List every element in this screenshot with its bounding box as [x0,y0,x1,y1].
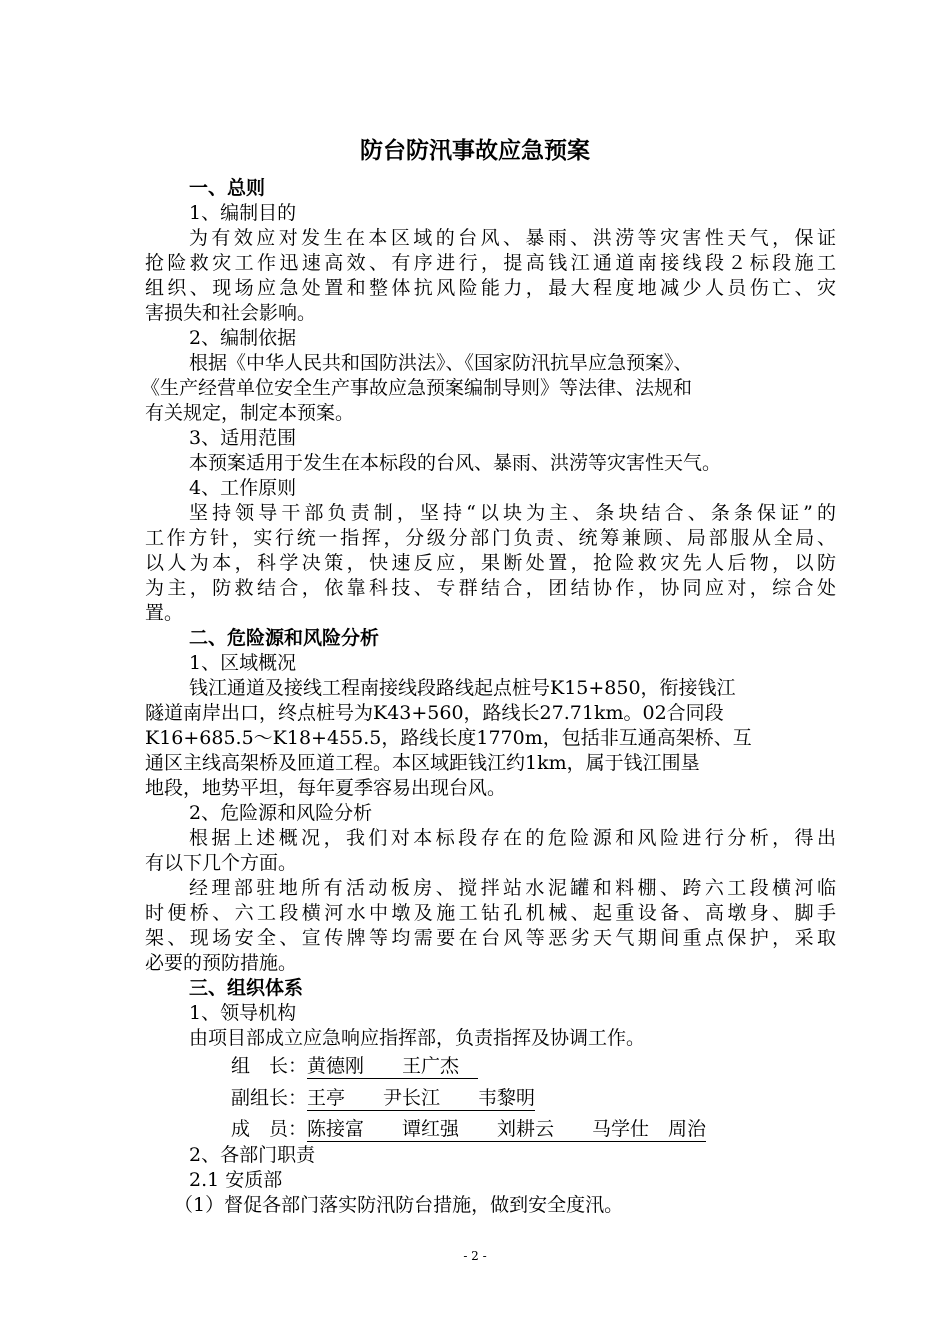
s1-p3-line: 本预案适用于发生在本标段的台风、暴雨、洪涝等灾害性天气。 [189,452,722,474]
s2-p3-line: 时便桥、六工段横河水中墩及施工钻孔机械、起重设备、高墩身、脚手 [145,902,836,924]
s2-p2-line: 根据上述概况，我们对本标段存在的危险源和风险进行分析，得出 [189,827,836,849]
s1-p1-title: 1、编制目的 [189,202,297,224]
member-names: 陈接富 谭红强 刘耕云 马学仕 周治 [307,1118,707,1140]
s1-p4-line: 置。 [145,602,184,624]
s2-p3-line: 架、现场安全、宣传牌等均需要在台风等恶劣天气期间重点保护，采取 [145,927,836,949]
deputy-row [231,1086,791,1110]
s3-p1-text: 由项目部成立应急响应指挥部，负责指挥及协调工作。 [189,1027,646,1049]
s2-p3-line: 经理部驻地所有活动板房、搅拌站水泥罐和料棚、跨六工段横河临 [189,877,836,899]
member-label: 成 员： [231,1118,308,1140]
leader-row [231,1054,791,1078]
s1-p4-line: 以人为本，科学决策，快速反应，果断处置，抢险救灾先人后物，以防 [145,552,836,574]
section-3-heading: 三、组织体系 [189,977,304,999]
s2-p1-line: 通区主线高架桥及匝道工程。本区域距钱江约1km，属于钱江围垦 [145,752,700,774]
member-row [231,1117,791,1141]
s1-p2-title: 2、编制依据 [189,327,297,349]
s2-p2-line: 有以下几个方面。 [145,852,298,874]
section-1-heading: 一、总则 [189,177,266,199]
s1-p1-line: 害损失和社会影响。 [145,302,317,324]
s1-p2-line: 根据《中华人民共和国防洪法》、《国家防汛抗旱应急预案》、 [189,352,693,374]
s2-p2-title: 2、危险源和风险分析 [189,802,373,824]
s1-p4-line: 为主，防救结合，依靠科技、专群结合，团结协作，协同应对，综合处 [145,577,836,599]
deputy-label: 副组长： [231,1087,308,1109]
s2-p1-line: 钱江通道及接线工程南接线段路线起点桩号K15+850，衔接钱江 [189,677,736,699]
s1-p1-line: 抢险救灾工作迅速高效、有序进行，提高钱江通道南接线段２标段施工 [145,252,836,274]
s3-p1-title: 1、领导机构 [189,1002,297,1024]
s2-p3-line: 必要的预防措施。 [145,952,298,974]
s1-p4-title: 4、工作原则 [189,477,297,499]
document-title: 防台防汛事故应急预案 [360,138,590,164]
s1-p4-line: 工作方针，实行统一指挥，分级分部门负责、统筹兼顾、局部服从全局、 [145,527,836,549]
s2-p1-line: 地段，地势平坦，每年夏季容易出现台风。 [145,777,507,799]
s3-p2-item: （1）督促各部门落实防汛防台措施，做到安全度汛。 [174,1194,624,1216]
s1-p2-line: 《生产经营单位安全生产事故应急预案编制导则》等法律、法规和 [141,377,693,399]
s1-p3-title: 3、适用范围 [189,427,297,449]
s1-p1-line: 为有效应对发生在本区域的台风、暴雨、洪涝等灾害性天气，保证 [189,227,836,249]
leader-label: 组 长： [231,1055,308,1077]
deputy-names: 王亭 尹长江 韦黎明 [307,1087,536,1109]
s2-p1-title: 1、区域概况 [189,652,297,674]
section-2-heading: 二、危险源和风险分析 [189,627,380,649]
leader-names: 黄德刚 王广杰 [307,1055,479,1077]
s2-p1-line: 隧道南岸出口，终点桩号为K43+560，路线长27.71km。02合同段 [145,702,724,724]
s1-p2-line: 有关规定，制定本预案。 [145,402,355,424]
s3-p2-title: 2、各部门职责 [189,1144,316,1166]
s1-p4-line: 坚持领导干部负责制，坚持“以块为主、条块结合、条条保证”的 [189,502,836,524]
s2-p1-line: K16+685.5～K18+455.5，路线长度1770m，包括非互通高架桥、互 [145,727,752,749]
s1-p1-line: 组织、现场应急处置和整体抗风险能力，最大程度地减少人员伤亡、灾 [145,277,836,299]
s3-p2-sub: 2.1 安质部 [189,1169,283,1191]
page-number: - 2 - [463,1249,487,1263]
